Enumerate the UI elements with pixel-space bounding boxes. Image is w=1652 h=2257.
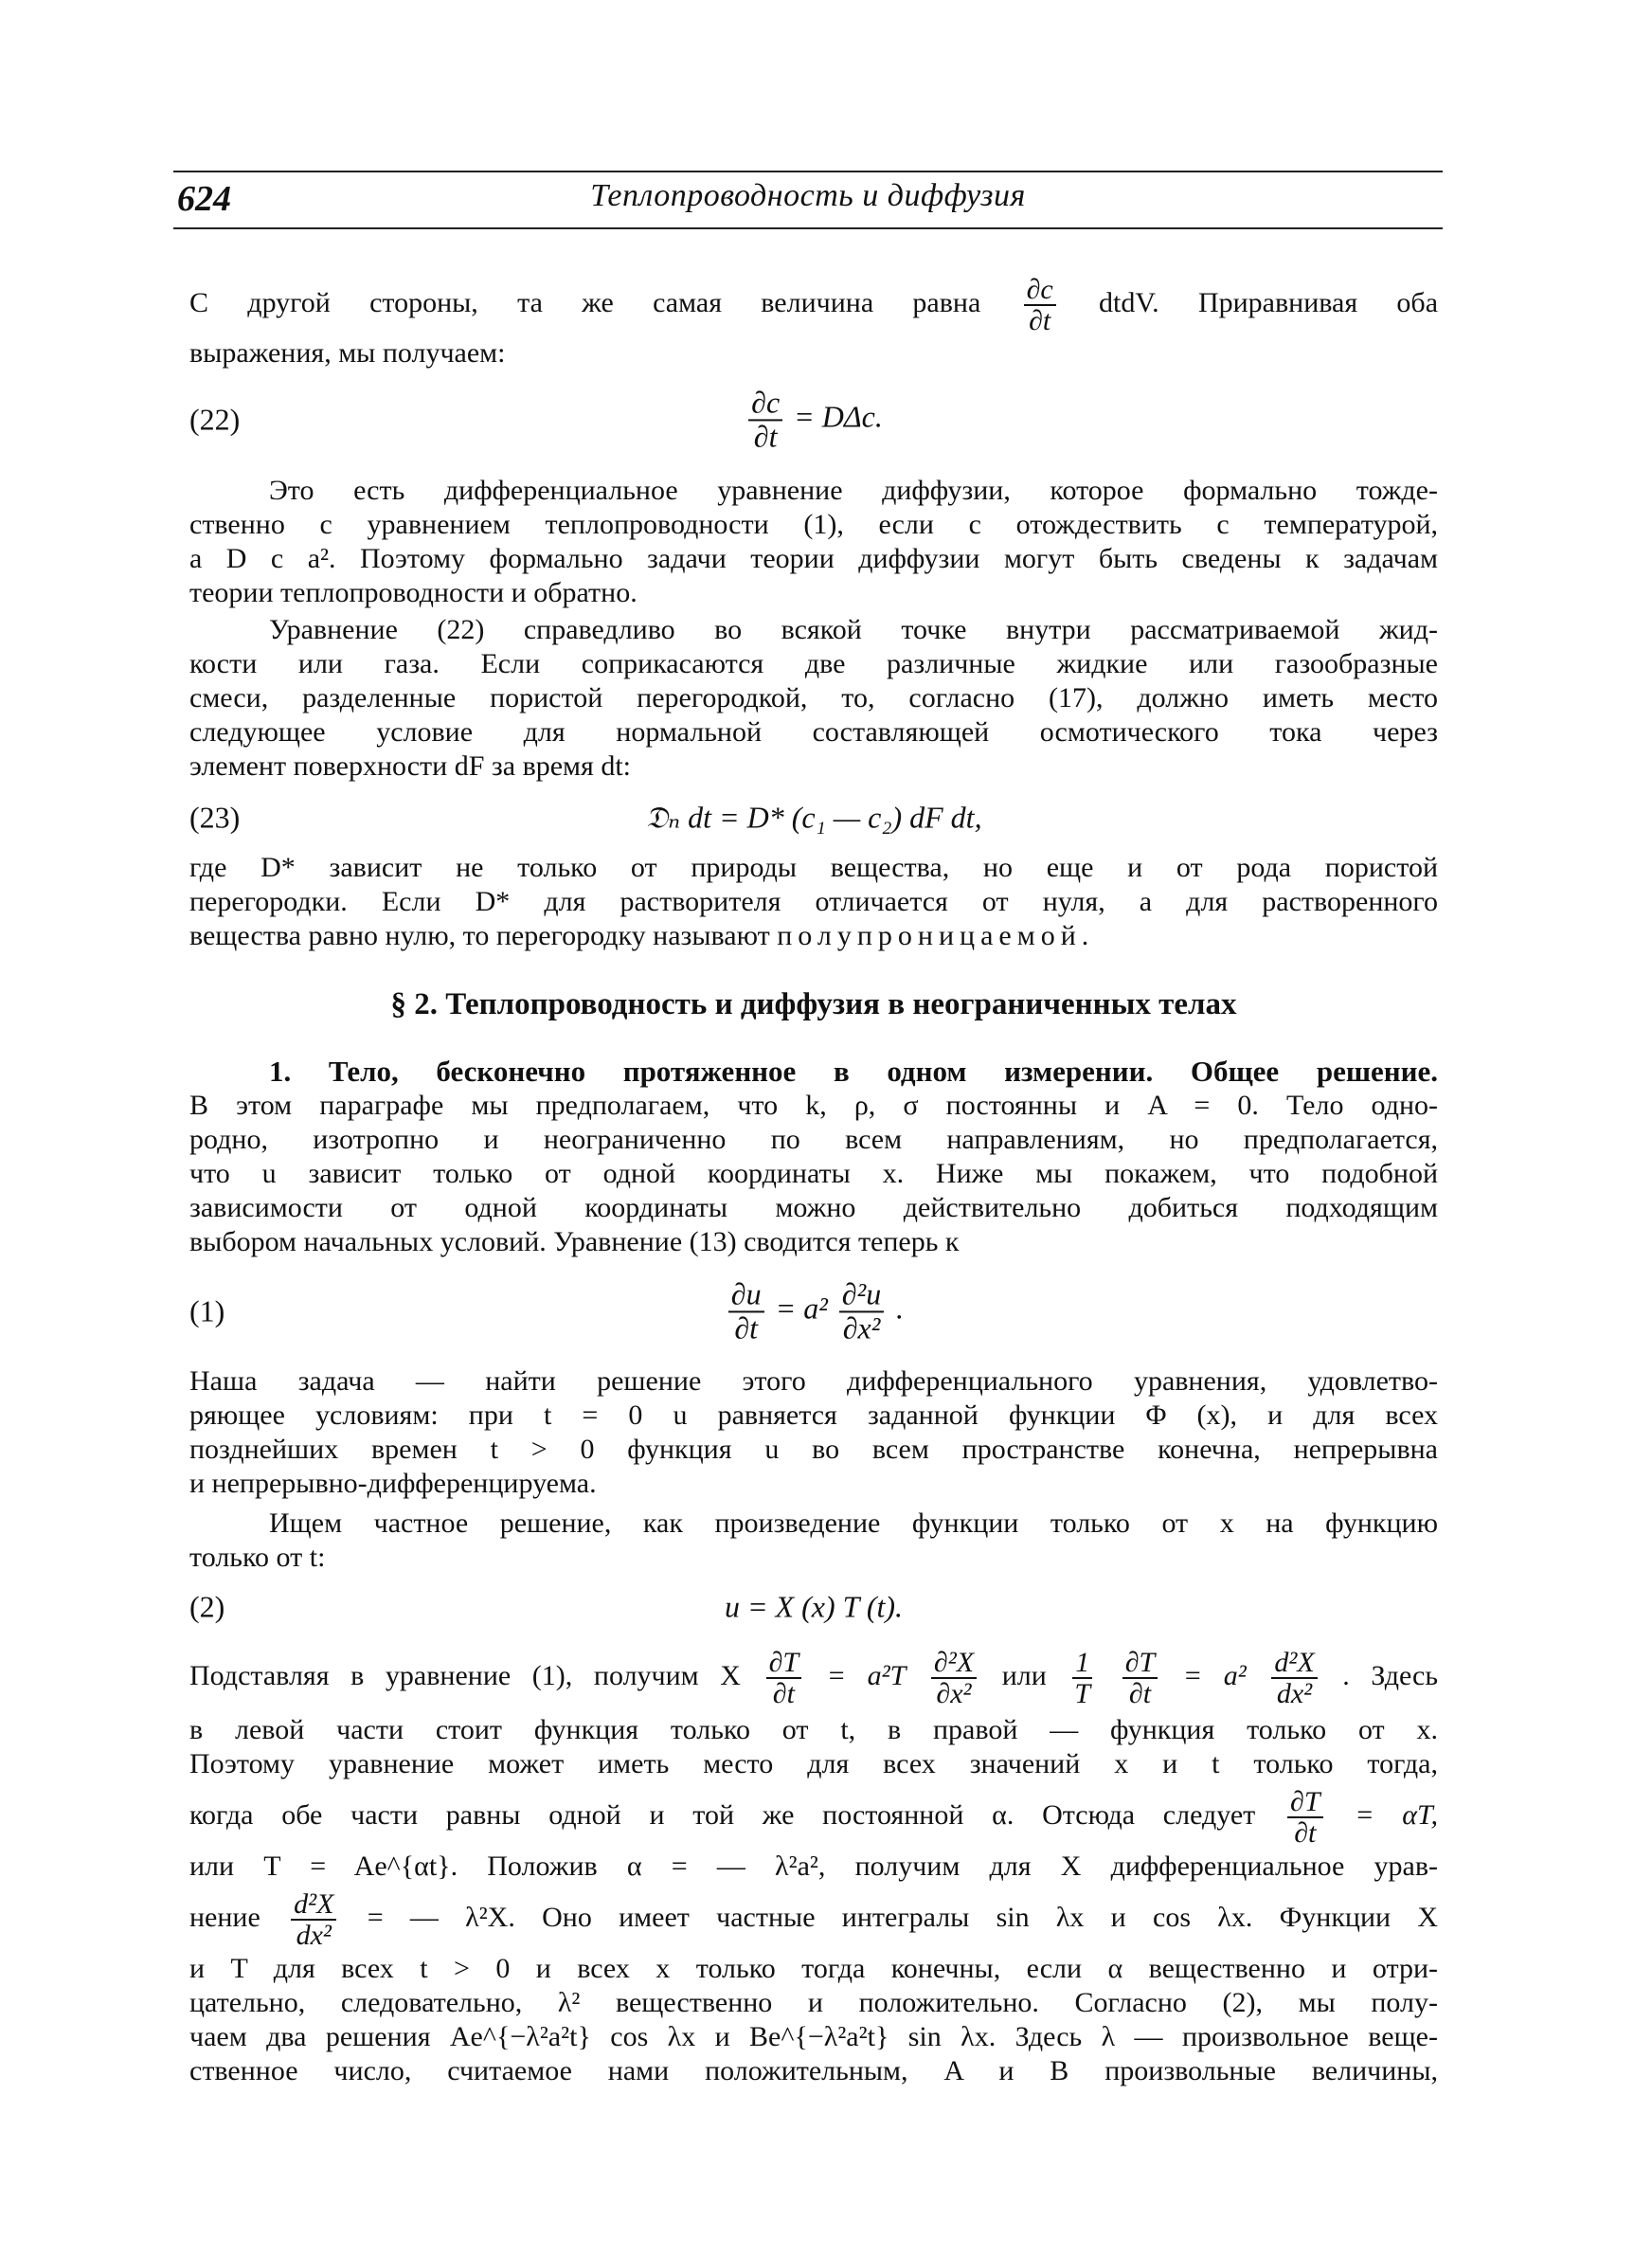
- text-line: кости или газа. Если соприкасаются две различные жидкие или газообразные: [189, 648, 1438, 679]
- equation-number: (22): [189, 402, 241, 437]
- spaced-term: полупроницаемой.: [777, 920, 1095, 951]
- fraction-numerator: ∂T: [1287, 1787, 1323, 1819]
- text-line: следующее условие для нормальной составляющей осмотического тока через: [189, 716, 1438, 748]
- fraction-numerator: ∂²X: [931, 1648, 977, 1680]
- fraction-dc-dt: [748, 387, 782, 452]
- fraction-d2u-dx2: [839, 1278, 884, 1344]
- text-line: Ищем частное решение, как произведение функции только от x на функцию: [269, 1508, 1438, 1539]
- text-line: перегородки. Если D* для растворителя отличается от нуля, а для растворенного: [189, 886, 1438, 917]
- fraction-numerator: d²X: [291, 1889, 336, 1922]
- fraction-numerator: 1: [1072, 1648, 1092, 1680]
- paragraph-task: [189, 1364, 1438, 1501]
- text-line: [189, 1781, 1438, 1850]
- text-fragment: когда обе части равны одной и той же постоянной α. Отсюда следует: [189, 1799, 1256, 1831]
- fraction-denominator: ∂t: [1294, 1817, 1317, 1850]
- text-line: позднейших времен t > 0 функция u во всем пространстве конечна, непрерывна: [189, 1434, 1438, 1465]
- text-line: в левой части стоит функция только от t, в правой — функция только от x.: [189, 1714, 1438, 1745]
- text-line: или T = Ae^{αt}. Положив α = — λ²a², получим для X дифференциальное урав-: [189, 1851, 1438, 1882]
- fraction-d2X-dx2: [931, 1648, 977, 1709]
- text-line: [189, 919, 1438, 953]
- text-line: [189, 270, 1438, 336]
- fraction-dT-dt: [1287, 1787, 1323, 1849]
- text-fragment: или: [1001, 1660, 1047, 1691]
- fraction-dT-dt: [1122, 1648, 1158, 1709]
- equation-body: [189, 387, 1438, 452]
- text-line: Поэтому уравнение может иметь место для всех значений x и t только тогда,: [189, 1748, 1438, 1779]
- paragraph-one-dimensional: [189, 1054, 1438, 1259]
- equation-23: [189, 785, 1438, 851]
- fraction-numerator: ∂²u: [839, 1278, 884, 1312]
- fraction-numerator: ∂c: [1024, 275, 1056, 307]
- equation-period: .: [895, 1291, 904, 1326]
- header-top-rule: [173, 171, 1443, 172]
- text-line: [189, 1639, 1438, 1713]
- equation-2: [189, 1579, 1438, 1635]
- paragraph-intro: [189, 270, 1438, 370]
- fraction-d2X-dx2: [1271, 1648, 1317, 1709]
- text-fragment: = αT,: [1355, 1799, 1439, 1831]
- fraction-denominator: dx²: [1276, 1678, 1313, 1710]
- text-line: теории теплопроводности и обратно.: [189, 577, 637, 608]
- equation-body: u = X (x) T (t).: [724, 1589, 904, 1624]
- section-heading: § 2. Теплопроводность и диффузия в неограниченных телах: [390, 987, 1237, 1021]
- fraction-denominator: ∂t: [1128, 1678, 1152, 1710]
- fraction-numerator: ∂c: [748, 387, 782, 421]
- text-line: [189, 1884, 1438, 1952]
- text-fragment: вещества равно нулю, то перегородку называют: [189, 920, 770, 951]
- running-header: [173, 178, 1443, 226]
- equation-number: (2): [189, 1589, 225, 1624]
- header-bottom-rule: [173, 227, 1443, 229]
- text-fragment: = a²T: [826, 1660, 907, 1691]
- fraction-numerator: ∂u: [728, 1278, 764, 1312]
- text-fragment: Подставляя в уравнение (1), получим X: [189, 1660, 741, 1691]
- fraction-denominator: ∂t: [734, 1310, 759, 1345]
- fraction-dT-dt: [766, 1648, 802, 1709]
- text-line: зависимости от одной координаты можно действительно добиться подходящим: [189, 1192, 1438, 1224]
- fraction-denominator: ∂t: [753, 419, 778, 453]
- text-line: и непрерывно-дифференцируема.: [189, 1468, 597, 1499]
- equation-number: (23): [189, 800, 241, 835]
- text-fragment: нение: [189, 1902, 260, 1933]
- text-fragment: = — λ²X. Оно имеет частные интегралы sin λx и cos λx. Функции X: [367, 1902, 1439, 1933]
- text-line: цательно, следовательно, λ² вещественно и положительно. Согласно (2), мы полу-: [189, 1987, 1438, 2018]
- paragraph-particular-solution: [189, 1507, 1438, 1575]
- fraction-numerator: ∂T: [766, 1648, 802, 1680]
- fraction-d2X-dx2: [291, 1889, 336, 1951]
- text-line: чаем два решения Ae^{−λ²a²t} cos λx и Be^{−λ²a²t} sin λx. Здесь λ — произвольное веще-: [189, 2021, 1438, 2052]
- text-line: выражения, мы получаем:: [189, 337, 506, 369]
- text-fragment: = a²: [1182, 1660, 1247, 1691]
- equation-operator: = a²: [775, 1291, 828, 1326]
- text-line: только от t:: [189, 1542, 326, 1573]
- text-line: В этом параграфе мы предполагаем, что k, ρ, σ постоянны и A = 0. Тело одно-: [189, 1090, 1438, 1122]
- text-line: а D с a². Поэтому формально задачи теории диффузии могут быть сведены к задачам: [189, 543, 1438, 574]
- text-line: выбором начальных условий. Уравнение (13) сводится теперь к: [189, 1226, 960, 1258]
- running-title: Теплопроводность и диффузия: [590, 178, 1026, 213]
- equation-22: [189, 374, 1438, 465]
- fraction-denominator: ∂x²: [936, 1678, 972, 1710]
- text-fragment: dtdV. Приравнивая оба: [1099, 287, 1439, 318]
- fraction-denominator: T: [1074, 1678, 1091, 1710]
- equation-rhs: = DΔc.: [794, 399, 883, 434]
- subsection-heading: 1. Тело, бесконечно протяженное в одном измерении. Общее решение.: [269, 1055, 1438, 1088]
- text-line: родно, изотропно и неограниченно по всем направлениям, но предполагается,: [189, 1124, 1438, 1156]
- fraction-denominator: dx²: [296, 1920, 332, 1952]
- paragraph-equation-22-validity: [189, 613, 1438, 784]
- text-line: смеси, разделенные пористой перегородкой, то, согласно (17), должно иметь место: [189, 682, 1438, 713]
- text-line: что u зависит только от одной координаты x. Ниже мы покажем, что подобной: [189, 1158, 1438, 1190]
- page-number: 624: [177, 179, 231, 219]
- paragraph-substitution: [189, 1639, 1438, 2088]
- text-fragment: . Здесь: [1342, 1660, 1439, 1691]
- equation-body: [189, 1278, 1438, 1344]
- paragraph-diffusion: [189, 474, 1438, 610]
- text-line: элемент поверхности dF за время dt:: [189, 750, 632, 782]
- text-line: и T для всех t > 0 и всех x только тогда конечны, если α вещественно и отри-: [189, 1953, 1438, 1984]
- text-line: ряющее условиям: при t = 0 u равняется заданной функции Φ (x), и для всех: [189, 1399, 1438, 1431]
- text-line: Наша задача — найти решение этого дифференциального уравнения, удовлетво-: [189, 1365, 1438, 1397]
- text-line: ственно с уравнением теплопроводности (1), если c отождествить с температурой,: [189, 509, 1438, 540]
- text-line: Уравнение (22) справедливо во всякой точке внутри рассматриваемой жид-: [269, 614, 1438, 645]
- text-line: Это есть дифференциальное уравнение диффузии, которое формально тожде-: [269, 475, 1438, 506]
- fraction-1-T: [1071, 1648, 1093, 1709]
- equation-1: [189, 1266, 1438, 1357]
- fraction-denominator: ∂x²: [842, 1310, 881, 1345]
- text-fragment: С другой стороны, та же самая величина равна: [189, 287, 981, 318]
- equation-body: 𝔇ₙ dt = D* (c₁ — c₂) dF dt,: [645, 800, 982, 835]
- fraction-denominator: ∂t: [1029, 305, 1051, 337]
- fraction-numerator: d²X: [1271, 1648, 1317, 1680]
- equation-number: (1): [189, 1293, 225, 1328]
- fraction-denominator: ∂t: [772, 1678, 795, 1710]
- fraction-dc-dt: [1024, 275, 1056, 336]
- paragraph-d-star: [189, 851, 1438, 953]
- fraction-numerator: ∂T: [1122, 1648, 1158, 1680]
- text-line: где D* зависит не только от природы вещества, но еще и от рода пористой: [189, 852, 1438, 883]
- fraction-du-dt: [728, 1278, 764, 1344]
- text-line: ственное число, считаемое нами положительным, A и B произвольные величины,: [189, 2055, 1438, 2086]
